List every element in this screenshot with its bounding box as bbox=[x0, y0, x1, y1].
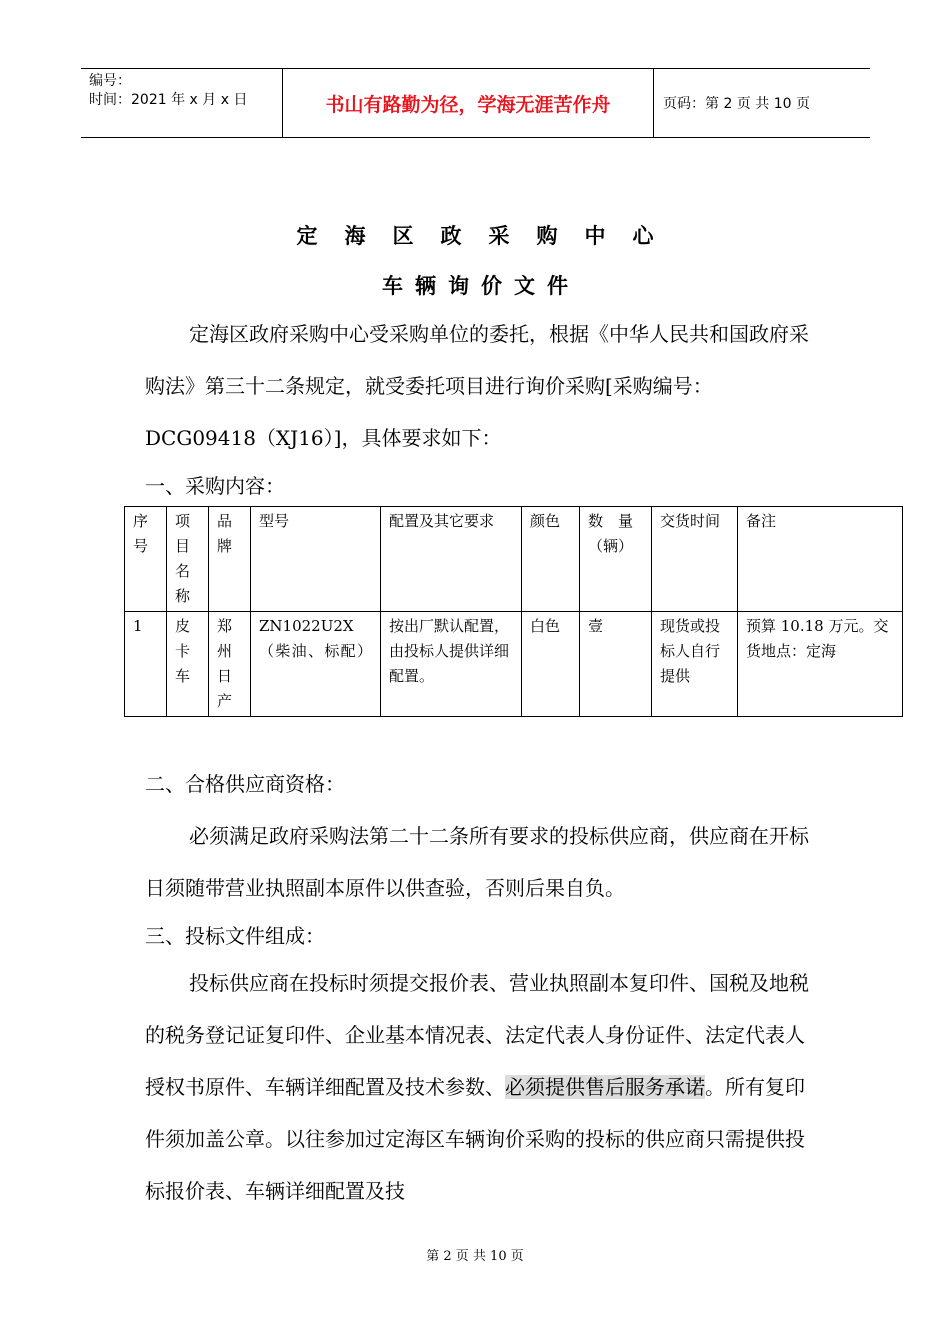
document-title: 定海区政采购中心 bbox=[296, 223, 681, 248]
intro-paragraph: 定海区政府采购中心受采购单位的委托，根据《中华人民共和国政府采购法》第三十二条规定，就受委托项目进行询价采购[采购编号：DCG09418（XJ16）]，具体要求如下： bbox=[145, 322, 809, 450]
document-subtitle: 车辆询价文件 bbox=[382, 273, 580, 298]
table-cell: 1 bbox=[125, 612, 167, 717]
table-cell: 白色 bbox=[522, 612, 580, 717]
table-header-cell: 颜色 bbox=[522, 507, 580, 612]
table-header-cell: 品牌 bbox=[209, 507, 251, 612]
table-cell: 按出厂默认配置，由投标人提供详细配置。 bbox=[381, 612, 522, 717]
table-cell: 皮卡车 bbox=[167, 612, 209, 717]
table-cell: 壹 bbox=[580, 612, 652, 717]
header-motto: 书山有路勤为径，学海无涯苦作舟 bbox=[325, 93, 611, 116]
section-2-body: 必须满足政府采购法第二十二条所有要求的投标供应商，供应商在开标日须随带营业执照副本原件以供查验，否则后果自负。 bbox=[145, 824, 809, 900]
header-meta bbox=[81, 69, 282, 137]
table-header-cell: 型号 bbox=[251, 507, 381, 612]
section-3-heading: 三、投标文件组成： bbox=[145, 924, 325, 948]
table-header-row bbox=[125, 507, 903, 612]
table-cell: 现货或投标人自行提供 bbox=[652, 612, 738, 717]
section-3-text: 投标供应商在投标时须提交报价表、营业执照副本复印件、国税及地税的税务登记证复印件、企业基本情况表、法定代表人身份证件、法定代表人授权书原件、车辆详细配置及技术参数、 bbox=[145, 971, 809, 1099]
table-cell: 预算 10.18 万元。交货地点：定海 bbox=[738, 612, 903, 717]
section-3-body bbox=[145, 957, 810, 1217]
table-header-cell: 交货时间 bbox=[652, 507, 738, 612]
header-motto-cell bbox=[282, 69, 654, 137]
header-page-number: 页码：第 2 页 共 10 页 bbox=[663, 96, 810, 112]
table-header-cell: 数 量（辆） bbox=[580, 507, 652, 612]
table-header-cell: 备注 bbox=[738, 507, 903, 612]
document-number-label: 编号： bbox=[89, 73, 131, 89]
table-header-cell: 项目名称 bbox=[167, 507, 209, 612]
table-header-cell: 序号 bbox=[125, 507, 167, 612]
table-header-cell: 配置及其它要求 bbox=[381, 507, 522, 612]
table-cell: ZN1022U2X（柴油、标配） bbox=[251, 612, 381, 717]
table-cell: 郑州日产 bbox=[209, 612, 251, 717]
table-row bbox=[125, 612, 903, 717]
page-footer: 第 2 页 共 10 页 bbox=[426, 1249, 524, 1264]
section-1-heading: 一、采购内容： bbox=[145, 474, 285, 498]
section-3-text-continued: 。所有复印件须加盖公章。以往参加过定海区车辆询价采购的投标的供应商只需提供投标报价表、车辆详细配置及技 bbox=[145, 1075, 805, 1203]
page-header bbox=[81, 68, 870, 138]
highlighted-requirement: 必须提供售后服务承诺 bbox=[505, 1075, 705, 1099]
procurement-table bbox=[124, 506, 903, 717]
section-2-heading: 二、合格供应商资格： bbox=[145, 772, 345, 796]
document-time-label: 时间：2021 年 x 月 x 日 bbox=[89, 92, 248, 108]
